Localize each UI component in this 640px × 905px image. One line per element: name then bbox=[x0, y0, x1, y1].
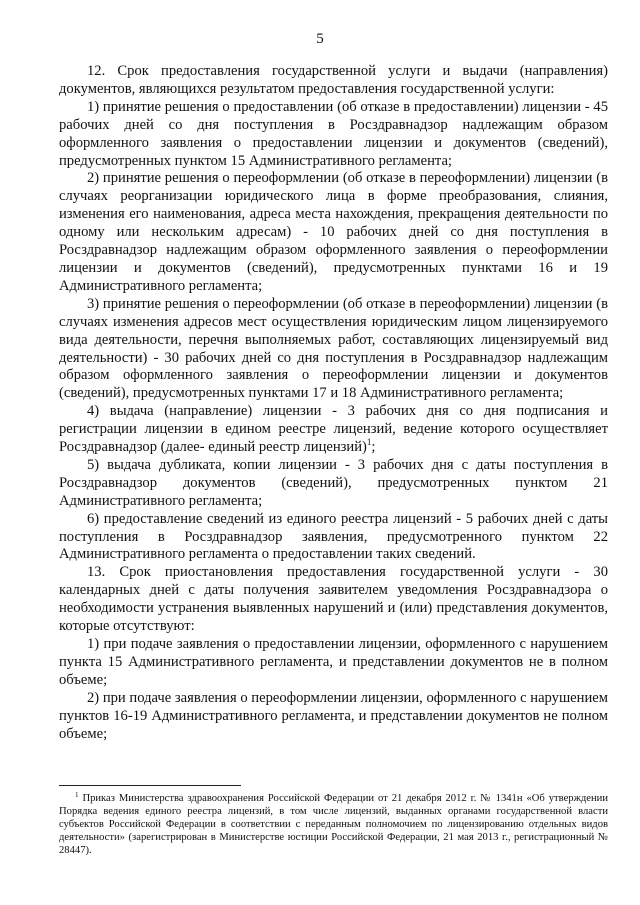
footnote-separator bbox=[59, 785, 241, 786]
page-number: 5 bbox=[316, 31, 324, 47]
footnote-paragraph bbox=[59, 792, 608, 857]
footnote-marker: 1 bbox=[75, 791, 79, 799]
footnote-reference: 1 bbox=[366, 437, 372, 448]
paragraph-12-2: 2) принятие решения о переоформлении (об отказе в переоформлении) лицензии (в случаях реорганизации юридического лица в форме преобразования, слияния, изменения его наименования, адреса места нахождения, прекращения деятельности по одному или нескольким адресам) - 10 рабочих дней со дня поступления в Росздравнадзор надлежащим образом оформленного заявления о переоформлении лицензии и документов (сведений), предусмотренных пунктами 16 и 19 Административного регламента; bbox=[59, 170, 608, 294]
paragraph-12-6: 6) предоставление сведений из единого реестра лицензий - 5 рабочих дней с даты поступления в Росздравнадзор заявления, предусмотренного пунктом 22 Административного регламента о предоставлении таких сведений. bbox=[59, 510, 608, 563]
paragraph-12-5: 5) выдача дубликата, копии лицензии - 3 рабочих дня с даты поступления в Росздравнадзор документов (сведений), предусмотренных пунктом 21 Административного регламента; bbox=[59, 456, 608, 509]
paragraph-item-13: 13. Срок приостановления предоставления государственной услуги - 30 календарных дней с даты получения заявителем уведомления Росздравнадзора о необходимости устранения выявленных нарушений и (или) представления документов, которые отсутствуют: bbox=[59, 564, 608, 635]
paragraph-12-1: 1) принятие решения о предоставлении (об отказе в предоставлении) лицензии - 45 рабочих дней со дня поступления в Росздравнадзор надлежащим образом оформленного заявления о предоставлении лицензии и документов (сведений), предусмотренных пунктом 15 Административного регламента; bbox=[59, 98, 608, 169]
paragraph-12-4-ending: ; bbox=[371, 439, 376, 456]
paragraph-item-12: 12. Срок предоставления государственной услуги и выдачи (направления) документов, являющихся результатом предоставления государственной услуги: bbox=[59, 63, 608, 97]
paragraph-13-1: 1) при подаче заявления о предоставлении лицензии, оформленного с нарушением пункта 15 Административного регламента, и представлении документов не в полном объеме; bbox=[59, 636, 608, 688]
paragraph-12-3: 3) принятие решения о переоформлении (об отказе в переоформлении) лицензии (в случаях изменения адресов мест осуществления юридическим лицом лицензируемого вида деятельности, перечня выполняемых работ, составляющих лицензируемый вид деятельности) - 30 рабочих дней со дня поступления в Росздравнадзор надлежащим образом оформленного заявления о переоформлении лицензии и документов (сведений), предусмотренных пунктами 17 и 18 Административного регламента; bbox=[59, 295, 608, 402]
paragraph-13-2: 2) при подаче заявления о переоформлении лицензии, оформленного с нарушением пунктов 16-19 Административного регламента, и представлении документов не полном объеме; bbox=[59, 689, 608, 742]
document-body bbox=[59, 63, 608, 743]
paragraph-12-4 bbox=[59, 403, 608, 457]
footnote-text: Приказ Министерства здравоохранения Российской Федерации от 21 декабря 2012 г. № 1341н «Об утверждении Порядка ведения единого реестра лицензий, в том числе лицензий, выданных органами государственной власти субъектов Российской Федерации в соответствии с переданным полномочием по лицензированию отдельных видов деятельности» (зарегистрирован в Министерстве юстиции Российской Федерации, 21 мая 2013 г., регистрационный № 28447). bbox=[59, 793, 608, 857]
paragraph-12-4-text: 4) выдача (направление) лицензии - 3 рабочих дня со дня подписания и регистрации лицензии в едином реестре лицензий, ведение которого осуществляет Росздравнадзор (далее- единый реестр лицензий) bbox=[59, 403, 608, 456]
footnote bbox=[59, 792, 608, 857]
